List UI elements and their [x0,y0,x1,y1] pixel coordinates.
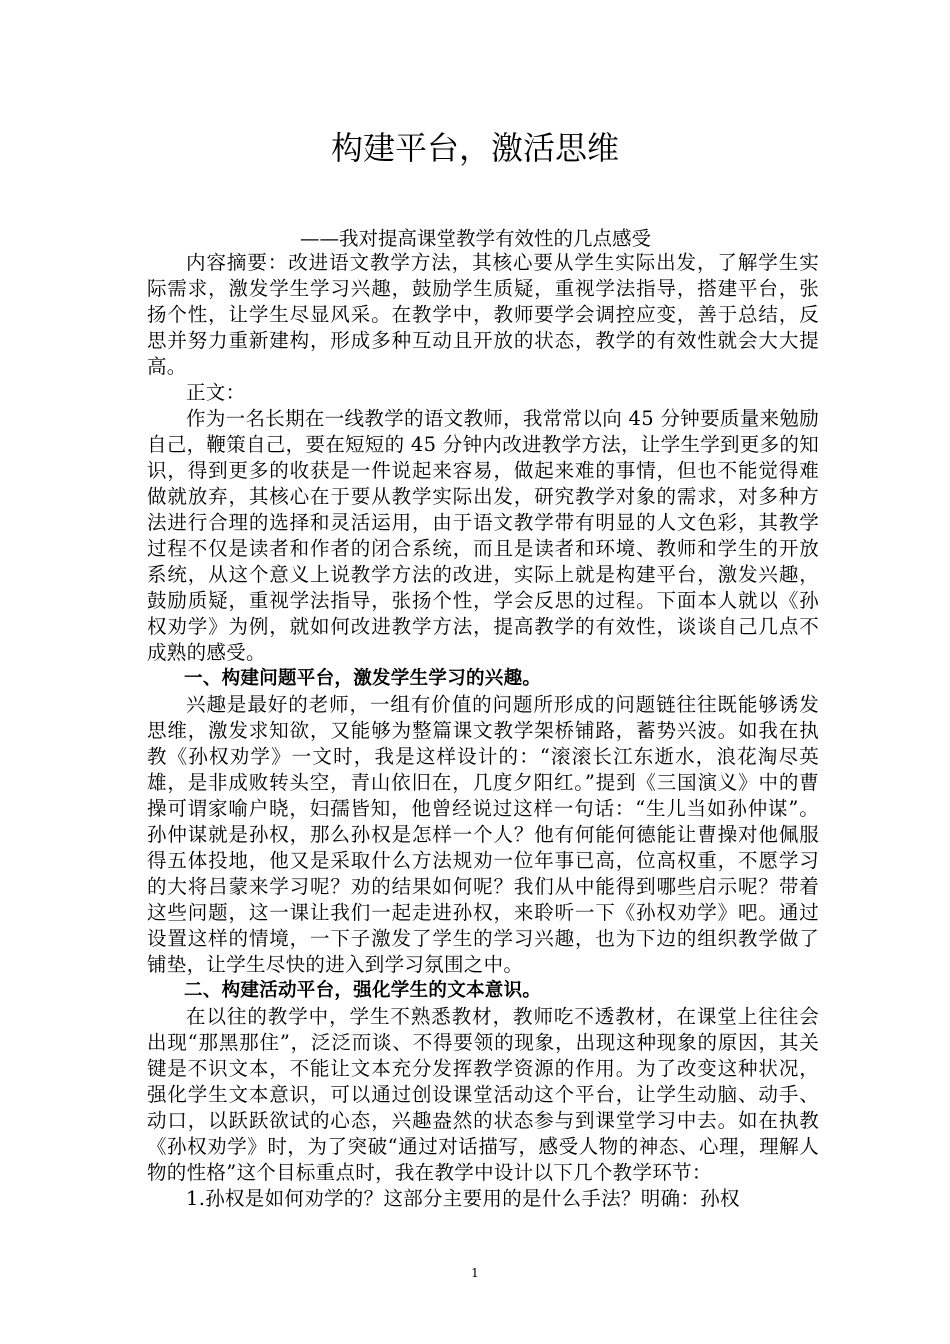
page-number: 1 [471,1266,479,1280]
section-paragraph-2: 在以往的教学中，学生不熟悉教材，教师吃不透教材，在课堂上往往会出现“那黑那住”，泛泛而谈、不得要领的现象，出现这种现象的原因，其关键是不识文本，不能让文本充分发挥教学资源的作用。为了改变这种状况，强化学生文本意识，可以通过创设课堂活动这个平台，让学生动脑、动手、动口，以跃跃欲试的心态，兴趣盎然的状态参与到课堂学习中去。如在执教《孙权劝学》时，为了突破“通过对话描写，感受人物的神态、心理，理解人物的性格”这个目标重点时，我在教学中设计以下几个教学环节： [147,1005,819,1184]
abstract-paragraph: 内容摘要：改进语文教学方法，其核心要从学生实际出发，了解学生实际需求，激发学生学习兴趣，鼓励学生质疑，重视学法指导，搭建平台，张扬个性，让学生尽显风采。在教学中，教师要学会调控应变，善于总结，反思并努力重新建构，形成多种互动且开放的状态，教学的有效性就会大大提高。 [147,251,819,378]
intro-paragraph: 作为一名长期在一线教学的语文教师，我常常以向 45 分钟要质量来勉励自己，鞭策自己，要在短短的 45 分钟内改进教学方法，让学生学到更多的知识，得到更多的收获是一件说起来容易，做起来难的事情，但也不能觉得难做就放弃，其核心在于要从教学实际出发，研究教学对象的需求，对多种方法进行合理的选择和灵活运用，由于语文教学带有明显的人文色彩，其教学过程不仅是读者和作者的闭合系统，而且是读者和环境、教师和学生的开放系统，从这个意义上说教学方法的改进，实际上就是构建平台，激发兴趣，鼓励质疑，重视学法指导，张扬个性，学会反思的过程。下面本人就以《孙权劝学》为例，就如何改进教学方法，提高教学的有效性，谈谈自己几点不成熟的感受。 [147,407,820,664]
document-body [147,250,819,1212]
body-label: 正文： [186,381,246,404]
section-heading-1: 一、构建问题平台，激发学生学习的兴趣。 [184,668,542,689]
document-title: 构建平台，激活思维 [330,129,619,167]
list-item-1: 1.孙权是如何劝学的？这部分主要用的是什么手法？明确：孙权 [186,1187,740,1210]
section-heading-2: 二、构建活动平台，强化学生的文本意识。 [184,980,542,1001]
section-paragraph-1: 兴趣是最好的老师，一组有价值的问题所形成的问题链往往既能够诱发思维，激发求知欲，又能够为整篇课文教学架桥铺路，蓄势兴波。如我在执教《孙权劝学》一文时，我是这样设计的：“滚滚长江东逝水，浪花淘尽英雄，是非成败转头空，青山依旧在，几度夕阳红。”提到《三国演义》中的曹操可谓家喻户晓，妇孺皆知，他曾经说过这样一句话：“生儿当如孙仲谋”。孙仲谋就是孙权，那么孙权是怎样一个人？他有何能何德能让曹操对他佩服得五体投地，他又是采取什么方法规劝一位年事已高，位高权重，不愿学习的大将吕蒙来学习呢？劝的结果如何呢？我们从中能得到哪些启示呢？带着这些问题，这一课让我们一起走进孙权，来聆听一下《孙权劝学》吧。通过设置这样的情境，一下子激发了学生的学习兴趣，也为下边的组织教学做了铺垫，让学生尽快的进入到学习氛围之中。 [147,693,819,976]
document-subtitle: ——我对提高课堂教学有效性的几点感受 [300,227,652,250]
